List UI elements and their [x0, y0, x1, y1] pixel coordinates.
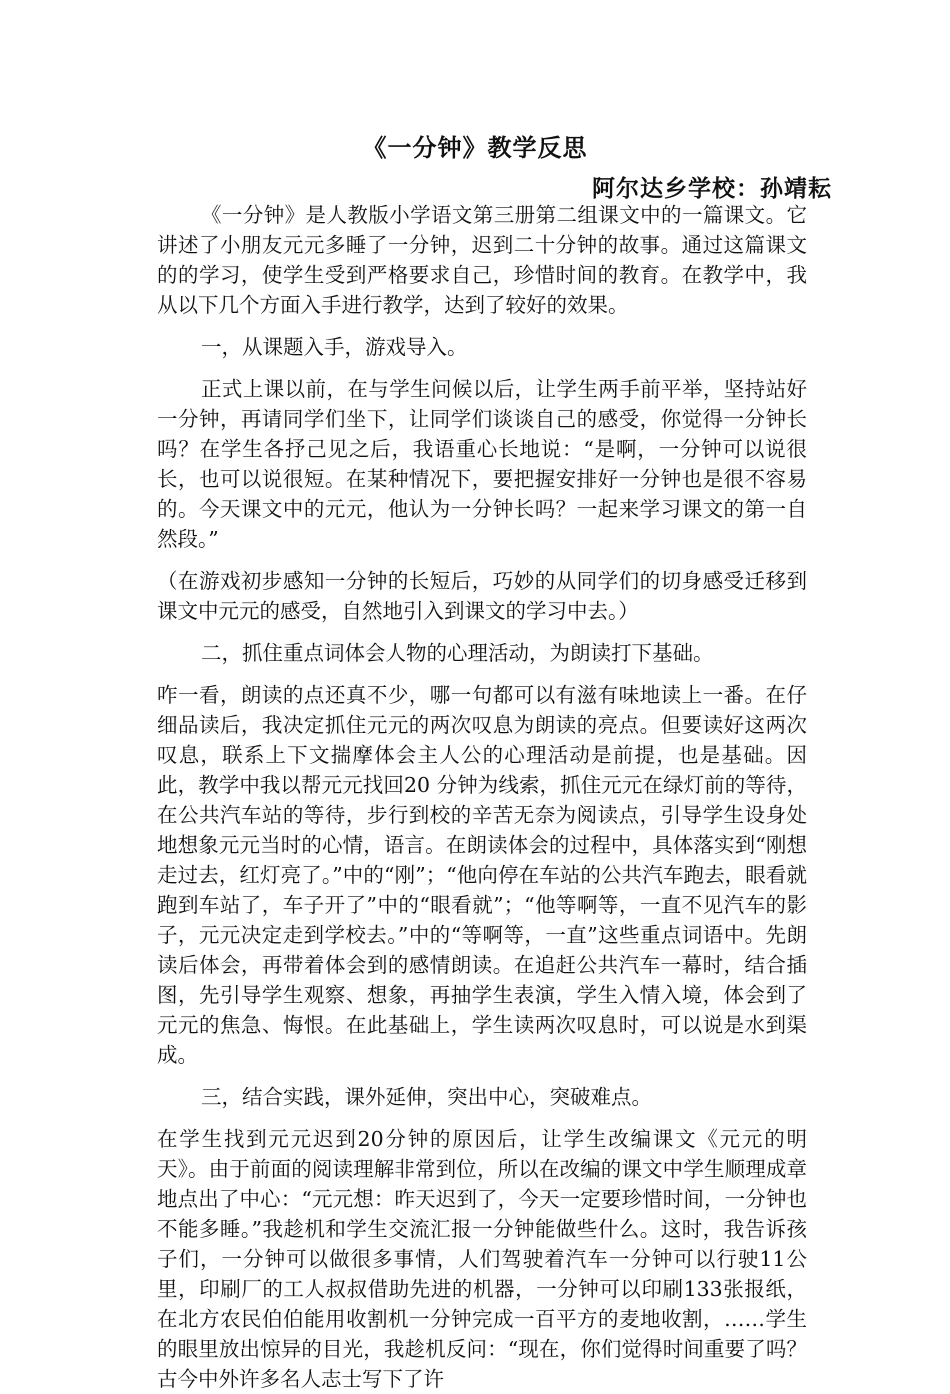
- body-paragraph: 在学生找到元元迟到20分钟的原因后，让学生改编课文《元元的明天》。由于前面的阅读理解非常到位，所以在改编的课文中学生顺理成章地点出了中心：“元元想：昨天迟到了，今天一定要珍惜时间，一分钟也不能多睡。”我趁机和学生交流汇报一分钟能做些什么。这时，我告诉孩子们，一分钟可以做很多事情，人们驾驶着汽车一分钟可以行驶11公里，印刷厂的工人叔叔借助先进的机器，一分钟可以印刷133张报纸，在北方农民伯伯能用收割机一分钟完成一百平方的麦地收割，……学生的眼里放出惊异的目光，我趁机反问：“现在，你们觉得时间重要了吗？古今中外许多名人志士写下了许: [157, 1127, 807, 1391]
- document-title: 《一分钟》教学反思: [362, 133, 588, 162]
- author-line: 阿尔达乡学校：孙靖耘: [592, 175, 832, 202]
- body-paragraph: 咋一看，朗读的点还真不少，哪一句都可以有滋有味地读上一番。在仔细品读后，我决定抓住元元的两次叹息为朗读的亮点。但要读好这两次叹息，联系上下文揣摩体会主人公的心理活动是前提，也是基础。因此，教学中我以帮元元找回20 分钟为线索，抓住元元在绿灯前的等待，在公共汽车站的等待，步行到校的辛苦无奈为阅读点，引导学生设身处地想象元元当时的心情，语言。在朗读体会的过程中，具体落实到“刚想走过去，红灯亮了。”中的“刚”；“他向停在车站的公共汽车跑去，眼看就跑到车站了，车子开了”中的“眼看就”；“他等啊等，一直不见汽车的影子，元元决定走到学校去。”中的“等啊等，一直”这些重点词语中。先朗读后体会，再带着体会到的感情朗读。在追赶公共汽车一幕时，结合插图，先引导学生观察、想象，再抽学生表演，学生入情入境，体会到了元元的焦急、悔恨。在此基础上，学生读两次叹息时，可以说是水到渠成。: [157, 683, 807, 1067]
- section-heading-3: 三，结合实践，课外延伸，突出中心，突破难点。: [201, 1085, 652, 1109]
- body-paragraph: 正式上课以前，在与学生问候以后，让学生两手前平举，坚持站好一分钟，再请同学们坐下，让同学们谈谈自己的感受，你觉得一分钟长吗？在学生各抒己见之后，我语重心长地说：“是啊，一分钟可以说很长，也可以说很短。在某种情况下，要把握安排好一分钟也是很不容易的。今天课文中的元元，他认为一分钟长吗？一起来学习课文的第一自然段。”: [157, 377, 807, 551]
- intro-paragraph: 《一分钟》是人教版小学语文第三册第二组课文中的一篇课文。它讲述了小朋友元元多睡了一分钟，迟到二十分钟的故事。通过这篇课文的的学习，使学生受到严格要求自己，珍惜时间的教育。在教学中，我从以下几个方面入手进行教学，达到了较好的效果。: [157, 203, 807, 317]
- section-heading-1: 一，从课题入手，游戏导入。: [201, 335, 468, 359]
- note-paragraph: （在游戏初步感知一分钟的长短后，巧妙的从同学们的切身感受迁移到课文中元元的感受，自然地引入到课文的学习中去。）: [157, 569, 807, 623]
- section-heading-2: 二，抓住重点词体会人物的心理活动，为朗读打下基础。: [201, 641, 714, 665]
- document-body: [157, 200, 807, 1394]
